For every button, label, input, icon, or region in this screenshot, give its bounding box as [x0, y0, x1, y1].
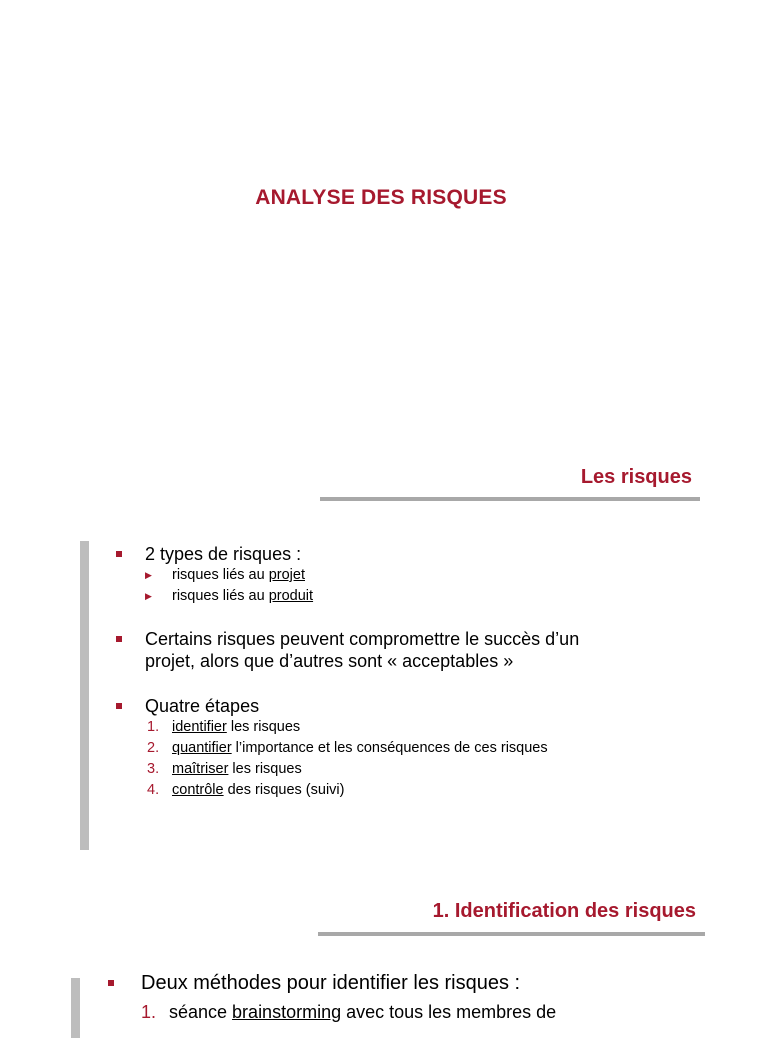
step-rest: l’importance et les conséquences de ces risques [231, 740, 548, 756]
step-rest: avec tous les membres de [341, 1002, 557, 1022]
step-item [113, 780, 548, 801]
sub-bullet-prefix: risques liés au [172, 567, 269, 583]
bullet-text: 2 types de risques : [113, 543, 313, 565]
bullet-types-de-risques [113, 543, 313, 607]
step-number: 4. [147, 782, 160, 798]
sub-bullet-produit [113, 586, 313, 607]
bullet-text [113, 628, 579, 672]
step-rest: les risques [226, 719, 301, 735]
step-prefix: séance [169, 1002, 233, 1022]
underlined-term: quantifier [172, 740, 232, 756]
slide-heading-les-risques: Les risques [580, 466, 692, 488]
sub-bullet-projet [113, 565, 313, 586]
step-number: 2. [147, 740, 160, 756]
bullet-quatre-etapes [113, 695, 548, 801]
step-number: 1. [141, 1002, 157, 1022]
underlined-term-brainstorming: brainstorming [232, 1002, 342, 1022]
slide-heading-identification: 1. Identification des risques [432, 900, 696, 922]
bullet-certains-risques [113, 628, 579, 672]
underlined-term: contrôle [172, 782, 224, 798]
slide-side-bar [80, 541, 89, 850]
slide-side-bar [71, 978, 80, 1038]
arrow-bullet-icon: ▶ [145, 570, 152, 580]
bullet-line-1: Certains risques peuvent compromettre le succès d’un [145, 629, 580, 649]
underlined-term-projet: projet [268, 567, 305, 583]
underlined-term: identifier [172, 719, 227, 735]
step-number: 1. [147, 719, 160, 735]
bullet-text: Deux méthodes pour identifier les risques : [105, 970, 556, 996]
step-rest: des risques (suivi) [223, 782, 345, 798]
step-rest: les risques [228, 761, 302, 777]
sub-bullet-prefix: risques liés au [172, 588, 269, 604]
heading-underline-rule [320, 497, 700, 501]
underlined-term: maîtriser [172, 761, 229, 777]
step-item [105, 1000, 556, 1024]
arrow-bullet-icon: ▶ [145, 591, 152, 601]
step-number: 3. [147, 761, 160, 777]
bullet-deux-methodes [105, 970, 556, 1024]
step-item [113, 738, 548, 759]
heading-underline-rule [318, 932, 705, 936]
bullet-text: Quatre étapes [113, 695, 548, 717]
underlined-term-produit: produit [268, 588, 314, 604]
step-item [113, 717, 548, 738]
step-item [113, 759, 548, 780]
bullet-line-2: projet, alors que d’autres sont « acceptables » [145, 651, 514, 671]
document-title: ANALYSE DES RISQUES [255, 186, 507, 209]
